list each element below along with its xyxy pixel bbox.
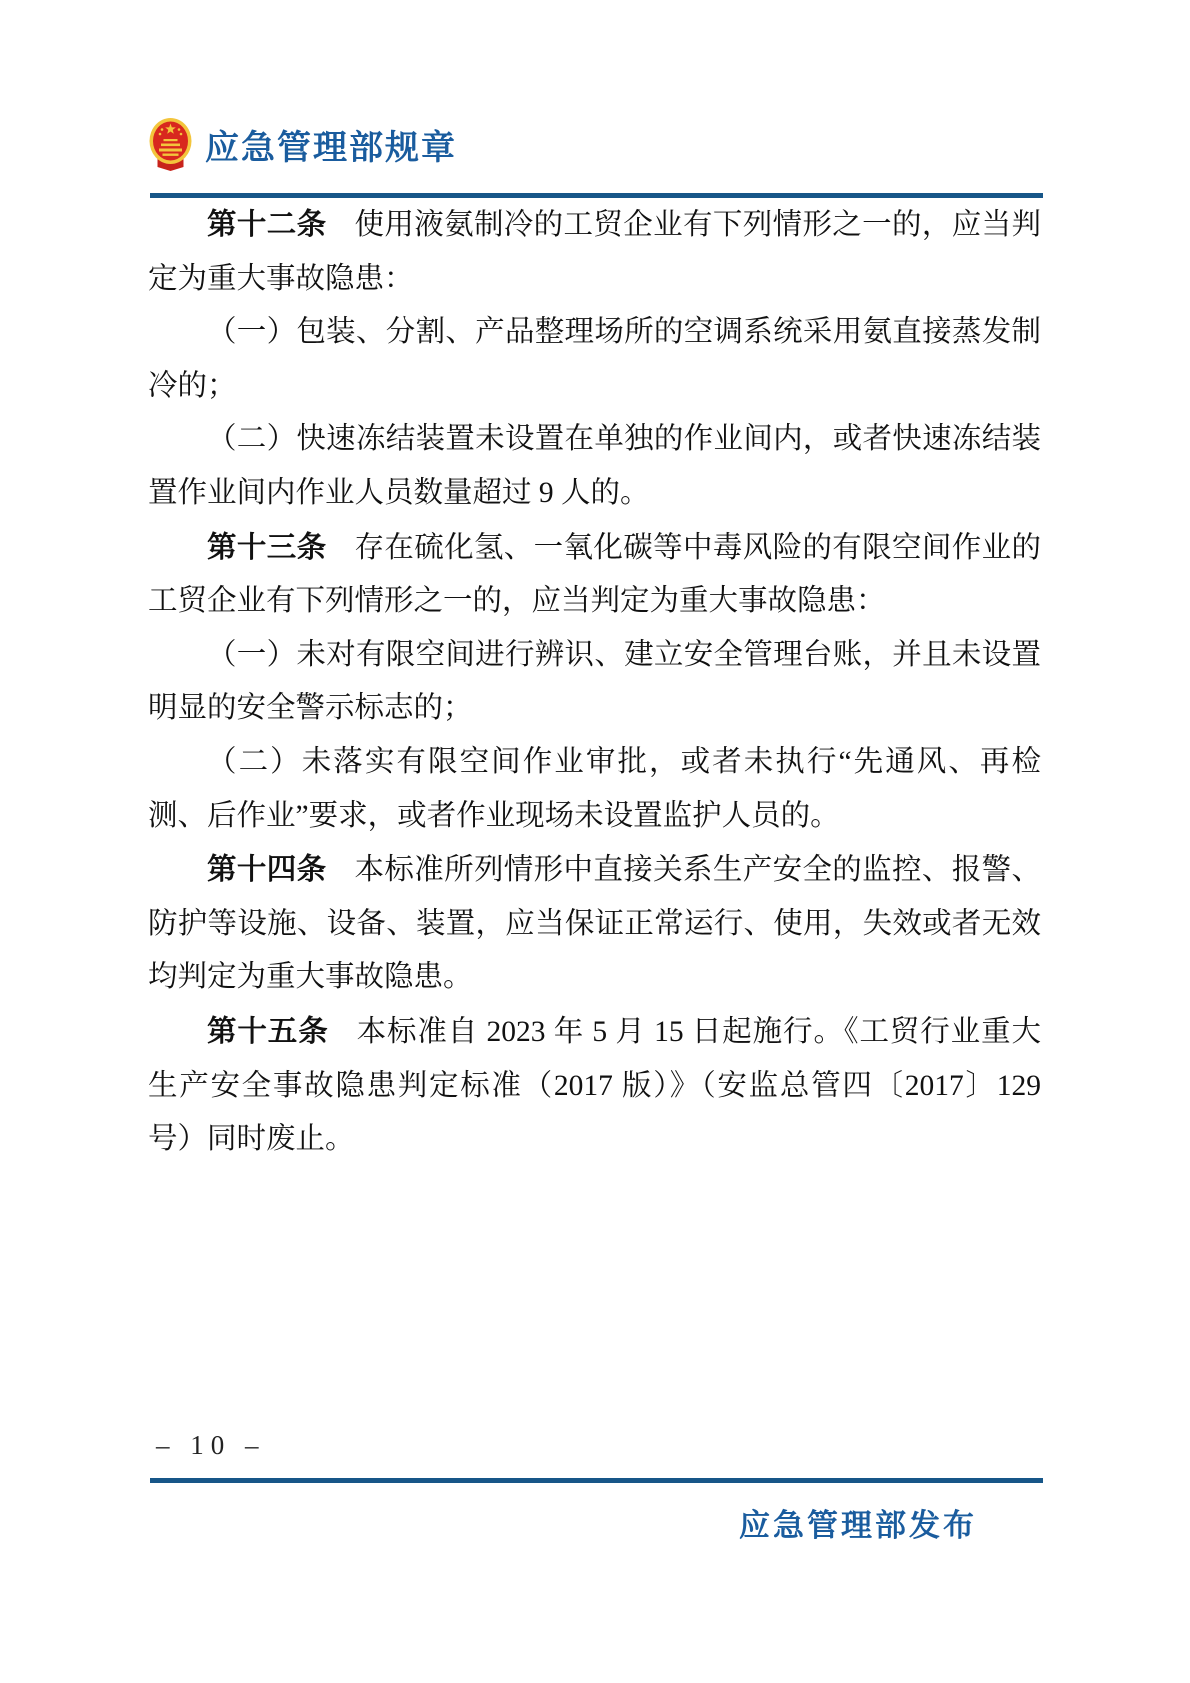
header-title: 应急管理部规章	[205, 129, 457, 167]
body-paragraph	[148, 1005, 1041, 1167]
body-paragraph	[148, 413, 1041, 520]
article-text: 本标准自 2023 年 5 月 15 日起施行。《工贸行业重大生产安全事故隐患判定标准（2017 版）》（安监总管四〔2017〕129 号）同时废止。	[148, 1015, 1041, 1156]
article-number: 第十三条	[207, 530, 327, 564]
body-paragraph	[148, 629, 1041, 736]
article-number: 第十五条	[207, 1014, 329, 1048]
article-text: 本标准所列情形中直接关系生产安全的监控、报警、防护等设施、设备、装置，应当保证正常运行、使用，失效或者无效均判定为重大事故隐患。	[148, 854, 1041, 994]
footer-rule	[150, 1478, 1043, 1483]
body-paragraph	[148, 843, 1041, 1005]
body-paragraph	[148, 521, 1041, 629]
document-body	[148, 198, 1041, 1167]
article-text: （二）未落实有限空间作业审批，或者未执行“先通风、再检测、后作业”要求，或者作业现场未设置监护人员的。	[148, 745, 1041, 832]
article-text: 存在硫化氢、一氧化碳等中毒风险的有限空间作业的工贸企业有下列情形之一的，应当判定为重大事故隐患：	[148, 531, 1041, 618]
national-emblem-icon	[147, 116, 194, 172]
article-text: 使用液氨制冷的工贸企业有下列情形之一的，应当判定为重大事故隐患：	[148, 209, 1041, 295]
article-text: （一）未对有限空间进行辨识、建立安全管理台账，并且未设置明显的安全警示标志的；	[148, 638, 1041, 725]
article-text: （一）包装、分割、产品整理场所的空调系统采用氨直接蒸发制冷的；	[148, 316, 1041, 402]
article-text: （二）快速冻结装置未设置在单独的作业间内，或者快速冻结装置作业间内作业人员数量超过 9 人的。	[148, 423, 1041, 509]
article-number: 第十二条	[207, 208, 327, 241]
body-paragraph	[148, 306, 1041, 413]
article-number: 第十四条	[207, 853, 327, 887]
publisher-label: 应急管理部发布	[739, 1508, 977, 1543]
body-paragraph	[148, 736, 1041, 843]
document-header	[147, 116, 457, 172]
page-number: – 10 –	[156, 1430, 266, 1460]
body-paragraph	[148, 198, 1041, 306]
